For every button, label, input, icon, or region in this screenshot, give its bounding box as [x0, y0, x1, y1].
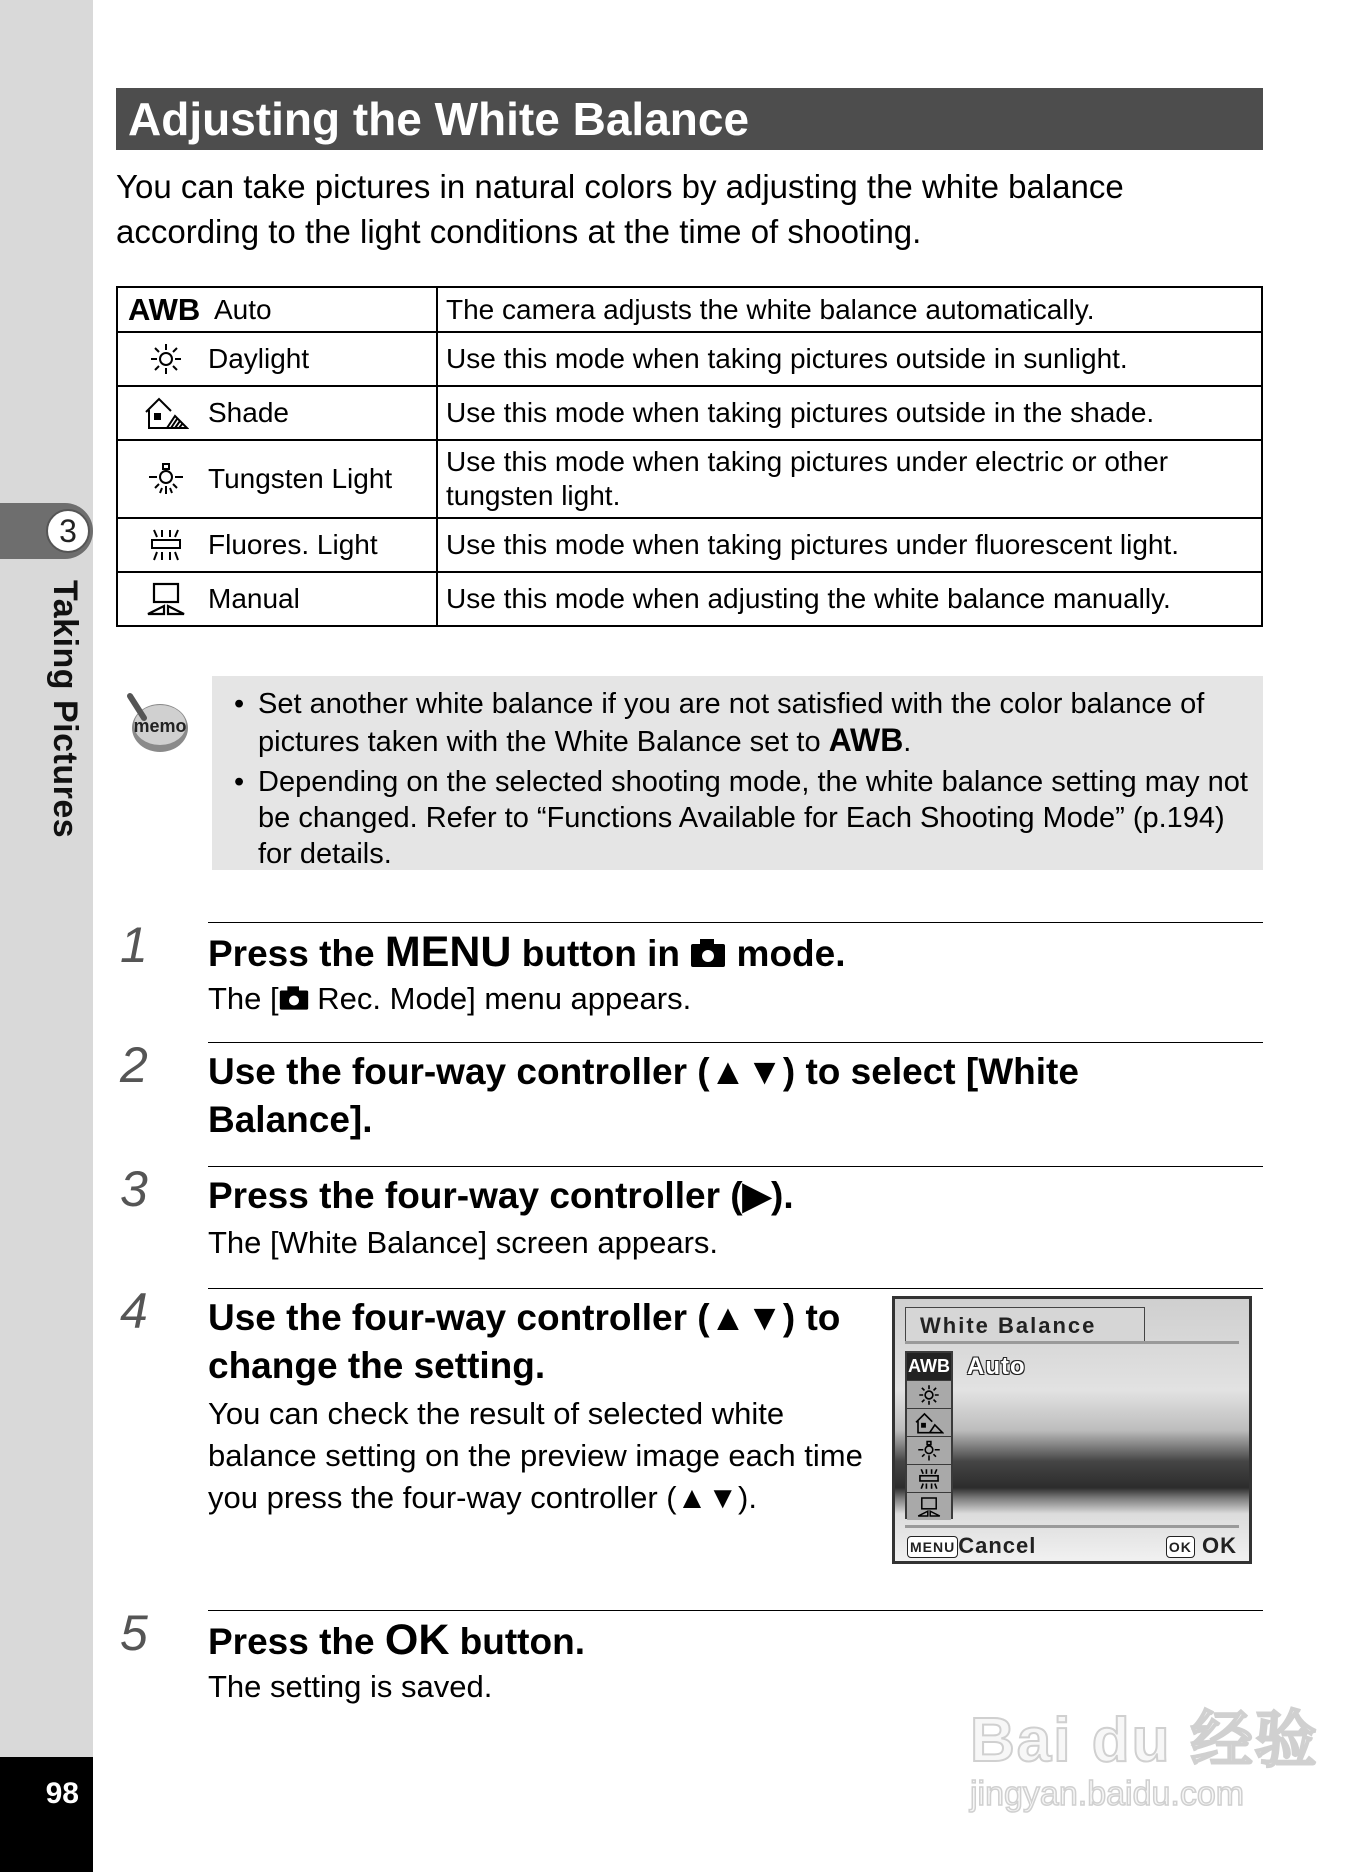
- step-body: The setting is saved.: [208, 1669, 493, 1704]
- step-number: 1: [120, 917, 148, 973]
- table-row: [117, 572, 1262, 626]
- mode-description: Use this mode when taking pictures under electric or other tungsten light.: [437, 440, 1262, 518]
- camera-cancel-hint: MENU Cancel: [907, 1533, 1036, 1559]
- step-divider: [208, 1166, 1263, 1167]
- camera-screen-title: White Balance: [905, 1307, 1145, 1342]
- step-number: 2: [120, 1037, 148, 1093]
- mode-label: Auto: [214, 293, 272, 325]
- intro-paragraph: You can take pictures in natural colors by adjusting the white balance according to the light conditions at the time of shooting.: [116, 168, 1124, 250]
- step-title: Use the four-way controller (▲▼) to change the setting.: [208, 1297, 841, 1386]
- step-body: You can check the result of selected white balance setting on the preview image each time you press the four-way controller (▲▼).: [208, 1396, 863, 1515]
- chapter-label: Taking Pictures: [46, 580, 84, 839]
- menu-key-icon: MENU: [907, 1536, 958, 1558]
- watermark-url: jingyan.baidu.com: [970, 1775, 1245, 1813]
- daylight-icon: [907, 1381, 951, 1408]
- step-body: The [White Balance] screen appears.: [208, 1225, 719, 1260]
- awb-icon: AWB: [828, 722, 904, 758]
- camera-ok-hint: OK OK: [1166, 1533, 1237, 1559]
- step-number: 4: [120, 1283, 148, 1339]
- step-divider: [208, 1042, 1263, 1043]
- step-divider: [208, 1288, 1263, 1289]
- fluorescent-icon: [124, 528, 208, 562]
- camera-icon: [690, 932, 726, 980]
- table-row: [117, 440, 1262, 518]
- step-divider: [208, 1610, 1263, 1611]
- mode-label: Fluores. Light: [208, 529, 378, 560]
- tungsten-icon: [907, 1437, 951, 1464]
- mode-description: Use this mode when adjusting the white balance manually.: [437, 572, 1262, 626]
- camera-icon: [279, 980, 309, 1022]
- camera-selected-mode: Auto: [967, 1353, 1026, 1380]
- wb-icon-list: [905, 1351, 953, 1519]
- shade-icon: [124, 396, 208, 430]
- watermark-brand: Bai du 经验: [970, 1706, 1319, 1775]
- page-number-box: [0, 1757, 93, 1872]
- ok-key-icon: OK: [1166, 1536, 1195, 1558]
- menu-key: MENU: [384, 928, 512, 976]
- ok-key: OK: [384, 1616, 450, 1664]
- step-title: Press the OK button.: [208, 1616, 585, 1664]
- awb-icon: AWB: [128, 291, 201, 327]
- mode-label: Daylight: [208, 343, 310, 374]
- tungsten-icon: [124, 462, 208, 496]
- memo-item: • Depending on the selected shooting mode, the white balance setting may not be changed. Refer to “Functions Available for Each Shooting Mode” (p.194) for details.: [230, 764, 1249, 872]
- camera-screen-preview: [892, 1296, 1252, 1564]
- step-title: Press the MENU button in mode.: [208, 928, 846, 980]
- page-title: Adjusting the White Balance: [116, 88, 1263, 150]
- table-row: [117, 332, 1262, 386]
- mode-description: Use this mode when taking pictures under fluorescent light.: [437, 518, 1262, 572]
- mode-label: Manual: [208, 583, 300, 614]
- memo-icon: [124, 692, 190, 754]
- mode-label: Tungsten Light: [208, 463, 393, 494]
- white-balance-table: [116, 286, 1263, 627]
- mode-description: Use this mode when taking pictures outside in the shade.: [437, 386, 1262, 440]
- step-divider: [208, 922, 1263, 923]
- chapter-sidebar: [0, 0, 93, 1872]
- step-number: 3: [120, 1161, 148, 1217]
- chapter-tab: [0, 503, 93, 559]
- step-title: Press the four-way controller (▶).: [208, 1175, 794, 1216]
- step-number: 5: [120, 1605, 148, 1661]
- svg-text:memo: memo: [133, 716, 187, 736]
- daylight-icon: [124, 342, 208, 376]
- table-row: [117, 287, 1262, 332]
- mode-description: The camera adjusts the white balance automatically.: [437, 287, 1262, 332]
- chapter-number: 3: [46, 509, 90, 553]
- table-row: [117, 518, 1262, 572]
- memo-item: • Set another white balance if you are not satisfied with the color balance of pictures taken with the White Balance set to AWB.: [230, 686, 1249, 760]
- manual-icon: [124, 582, 208, 616]
- memo-box: [212, 676, 1263, 870]
- step-title: Use the four-way controller (▲▼) to select [White Balance].: [208, 1051, 1079, 1140]
- manual-icon: [907, 1493, 951, 1520]
- fluorescent-icon: [907, 1465, 951, 1492]
- awb-icon: AWB: [907, 1353, 951, 1380]
- page-number: 98: [45, 1777, 79, 1810]
- step-body: The [ Rec. Mode] menu appears.: [208, 978, 691, 1022]
- table-row: [117, 386, 1262, 440]
- baidu-watermark: [970, 1690, 1319, 1814]
- mode-label: Shade: [208, 397, 289, 428]
- mode-description: Use this mode when taking pictures outside in sunlight.: [437, 332, 1262, 386]
- shade-icon: [907, 1409, 951, 1436]
